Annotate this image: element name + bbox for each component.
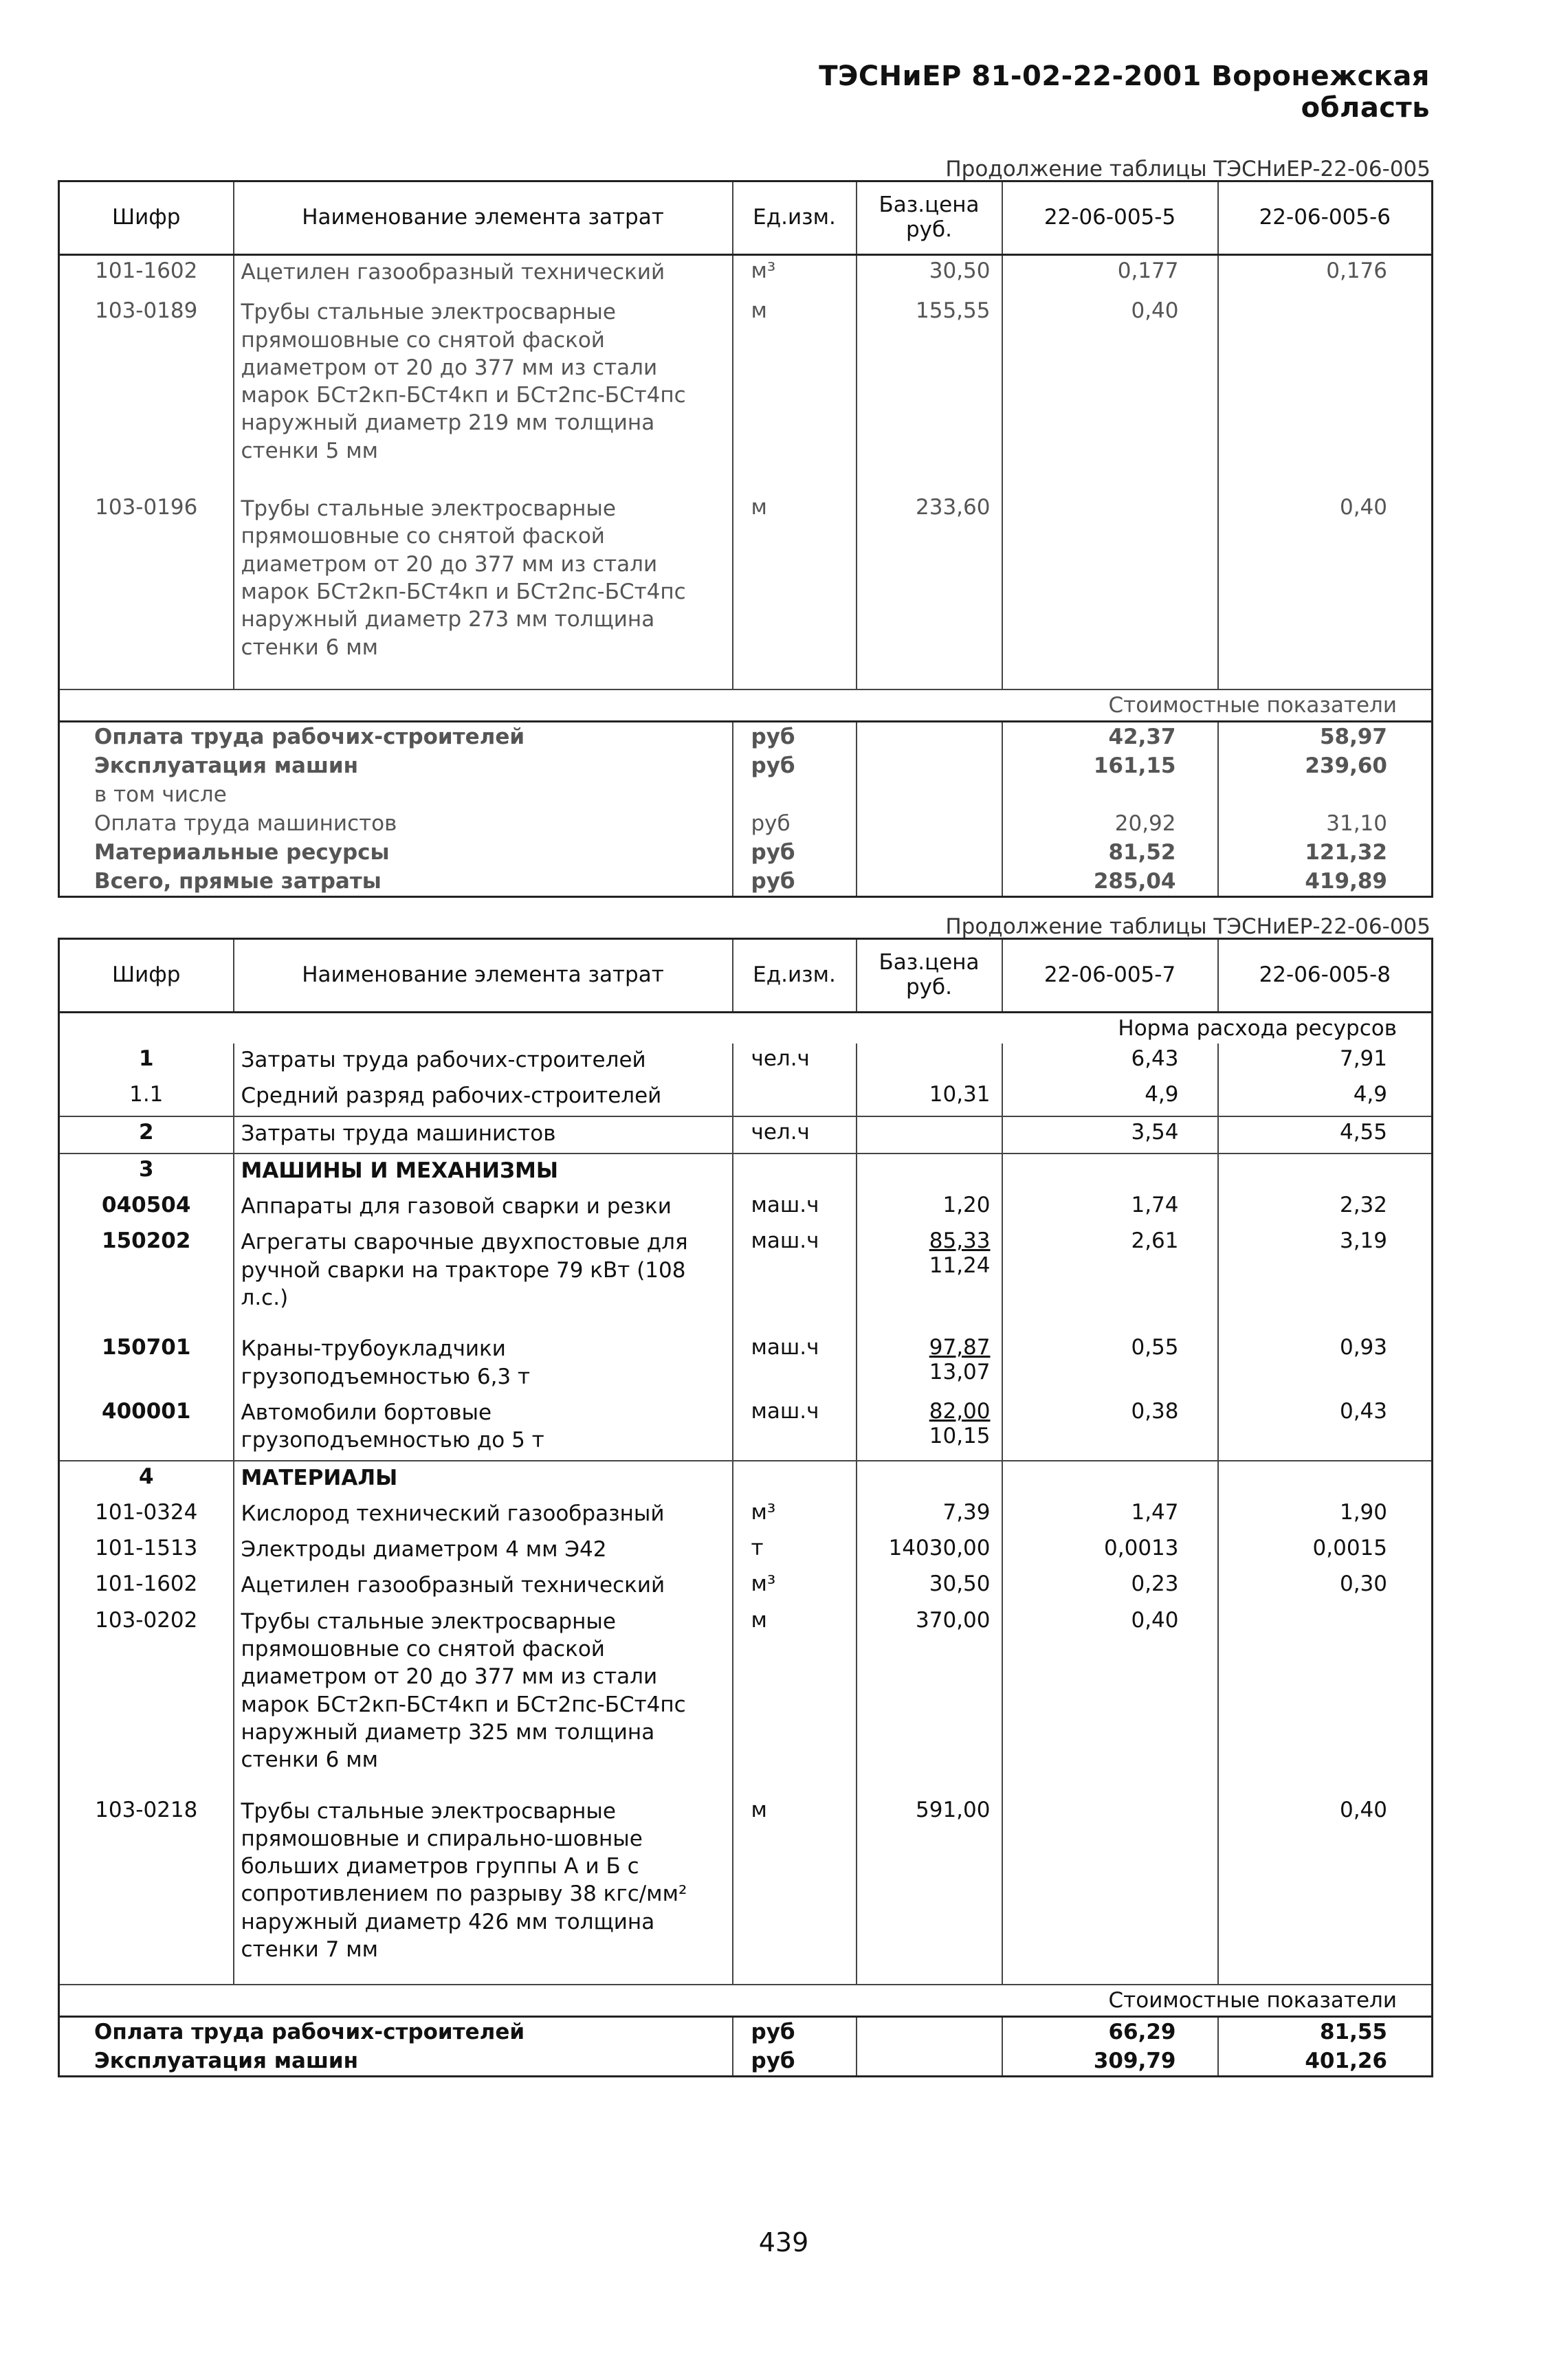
row-name: Затраты труда рабочих-строителей bbox=[234, 1044, 733, 1079]
summary-unit: руб bbox=[733, 867, 857, 897]
document-header: ТЭСНиЕР 81-02-22-2001 Воронежская область bbox=[819, 60, 1430, 124]
summary-unit: руб bbox=[733, 2017, 857, 2047]
summary-value-2: 419,89 bbox=[1218, 867, 1433, 897]
table-row bbox=[59, 296, 1433, 492]
row-price bbox=[857, 1116, 1002, 1154]
summary-value-1 bbox=[1002, 780, 1218, 809]
summary-unit: руб bbox=[733, 721, 857, 751]
row-unit: маш.ч bbox=[733, 1190, 857, 1226]
row-price: 370,00 bbox=[857, 1605, 1002, 1795]
table2 bbox=[58, 938, 1433, 2077]
summary-value-1: 81,52 bbox=[1002, 838, 1218, 867]
table-row bbox=[59, 492, 1433, 689]
row-value-2: 0,30 bbox=[1218, 1569, 1433, 1604]
summary-name: Эксплуатация машин bbox=[94, 753, 359, 778]
row-value-2: 0,43 bbox=[1218, 1396, 1433, 1461]
row-value-1 bbox=[1002, 1795, 1218, 1985]
row-unit: маш.ч bbox=[733, 1226, 857, 1332]
row-value-2 bbox=[1218, 1154, 1433, 1190]
section-label: Стоимостные показатели bbox=[59, 1985, 1433, 2017]
row-unit: м bbox=[733, 296, 857, 492]
table-row bbox=[59, 1533, 1433, 1569]
table2-caption: Продолжение таблицы ТЭСНиЕР-22-06-005 bbox=[945, 914, 1431, 939]
row-name: МАШИНЫ И МЕХАНИЗМЫ bbox=[234, 1154, 733, 1190]
table1-caption: Продолжение таблицы ТЭСНиЕР-22-06-005 bbox=[945, 157, 1431, 181]
summary-blank bbox=[857, 2046, 1002, 2077]
row-name: Трубы стальные электросварные прямошовные со снятой фаской диаметром от 20 до 377 мм из стали марок БСт2кп-БСт4кп и БСт2пс-БСт4пс наружный диаметр 273 мм толщина стенки 6 мм bbox=[234, 492, 733, 689]
row-name: Агрегаты сварочные двухпостовые для ручной сварки на тракторе 79 кВт (108 л.с.) bbox=[234, 1226, 733, 1332]
col-header-v2: 22-06-005-8 bbox=[1218, 939, 1433, 1013]
table-row bbox=[59, 1154, 1433, 1190]
summary-row bbox=[59, 780, 1433, 809]
row-unit: маш.ч bbox=[733, 1396, 857, 1461]
col-header-code: Шифр bbox=[59, 181, 234, 255]
col-header-name: Наименование элемента затрат bbox=[234, 939, 733, 1013]
summary-value-2 bbox=[1218, 780, 1433, 809]
row-value-1 bbox=[1002, 492, 1218, 689]
row-value-1 bbox=[1002, 1461, 1218, 1497]
row-value-1: 0,55 bbox=[1002, 1332, 1218, 1396]
table-row bbox=[59, 1332, 1433, 1396]
row-unit: чел.ч bbox=[733, 1116, 857, 1154]
summary-name: Оплата труда рабочих-строителей bbox=[94, 724, 525, 749]
summary-value-1: 66,29 bbox=[1002, 2017, 1218, 2047]
summary-value-2: 81,55 bbox=[1218, 2017, 1433, 2047]
summary-blank bbox=[857, 780, 1002, 809]
row-value-1: 0,40 bbox=[1002, 1605, 1218, 1795]
summary-blank bbox=[857, 838, 1002, 867]
row-value-2: 0,40 bbox=[1218, 492, 1433, 689]
summary-blank bbox=[857, 2017, 1002, 2047]
row-name: Электроды диаметром 4 мм Э42 bbox=[234, 1533, 733, 1569]
col-header-v1: 22-06-005-5 bbox=[1002, 181, 1218, 255]
summary-blank bbox=[857, 721, 1002, 751]
summary-value-1: 309,79 bbox=[1002, 2046, 1218, 2077]
table1 bbox=[58, 180, 1433, 898]
row-value-2: 1,90 bbox=[1218, 1497, 1433, 1533]
summary-row bbox=[59, 2017, 1433, 2047]
col-header-v2: 22-06-005-6 bbox=[1218, 181, 1433, 255]
row-name: Трубы стальные электросварные прямошовные и спирально-шовные больших диаметров группы А и Б с сопротивлением по разрыву 38 кгс/мм² наружный диаметр 426 мм толщина стенки 7 мм bbox=[234, 1795, 733, 1985]
summary-row bbox=[59, 751, 1433, 780]
summary-name: Оплата труда машинистов bbox=[94, 810, 397, 836]
row-value-1: 0,0013 bbox=[1002, 1533, 1218, 1569]
row-unit bbox=[733, 1154, 857, 1190]
row-name: Автомобили бортовые грузоподъемностью до 5 т bbox=[234, 1396, 733, 1461]
row-value-2: 0,0015 bbox=[1218, 1533, 1433, 1569]
row-price: 14030,00 bbox=[857, 1533, 1002, 1569]
row-unit: м bbox=[733, 492, 857, 689]
table-row bbox=[59, 1795, 1433, 1985]
row-price bbox=[857, 1396, 1002, 1461]
row-value-1: 2,61 bbox=[1002, 1226, 1218, 1332]
row-value-1: 0,23 bbox=[1002, 1569, 1218, 1604]
row-unit: чел.ч bbox=[733, 1044, 857, 1079]
price-machine: 82,00 bbox=[929, 1398, 991, 1424]
row-code: 040504 bbox=[59, 1190, 234, 1226]
col-header-unit: Ед.изм. bbox=[733, 939, 857, 1013]
row-value-2: 0,176 bbox=[1218, 255, 1433, 296]
summary-name: Материальные ресурсы bbox=[94, 839, 390, 865]
row-value-1: 0,38 bbox=[1002, 1396, 1218, 1461]
row-price: 233,60 bbox=[857, 492, 1002, 689]
row-value-1 bbox=[1002, 1154, 1218, 1190]
row-price: 591,00 bbox=[857, 1795, 1002, 1985]
row-code: 400001 bbox=[59, 1396, 234, 1461]
row-name: МАТЕРИАЛЫ bbox=[234, 1461, 733, 1497]
row-price: 30,50 bbox=[857, 1569, 1002, 1604]
row-value-2 bbox=[1218, 1605, 1433, 1795]
summary-row bbox=[59, 838, 1433, 867]
table-row bbox=[59, 1079, 1433, 1116]
row-code: 1.1 bbox=[59, 1079, 234, 1116]
row-price: 10,31 bbox=[857, 1079, 1002, 1116]
row-unit: м³ bbox=[733, 1497, 857, 1533]
table-row bbox=[59, 1569, 1433, 1604]
row-code: 103-0218 bbox=[59, 1795, 234, 1985]
row-value-2: 4,55 bbox=[1218, 1116, 1433, 1154]
summary-unit: руб bbox=[733, 2046, 857, 2077]
row-value-1: 1,74 bbox=[1002, 1190, 1218, 1226]
section-label: Стоимостные показатели bbox=[59, 689, 1433, 722]
summary-value-1: 20,92 bbox=[1002, 809, 1218, 838]
row-code: 103-0189 bbox=[59, 296, 234, 492]
table-row bbox=[59, 1461, 1433, 1497]
row-unit: м bbox=[733, 1605, 857, 1795]
row-code: 103-0202 bbox=[59, 1605, 234, 1795]
row-name: Ацетилен газообразный технический bbox=[234, 255, 733, 296]
row-unit: т bbox=[733, 1533, 857, 1569]
summary-value-1: 285,04 bbox=[1002, 867, 1218, 897]
row-price: 155,55 bbox=[857, 296, 1002, 492]
row-price bbox=[857, 1226, 1002, 1332]
col-header-name: Наименование элемента затрат bbox=[234, 181, 733, 255]
row-name: Ацетилен газообразный технический bbox=[234, 1569, 733, 1604]
page-number: 439 bbox=[758, 2227, 809, 2258]
table1-header-row bbox=[59, 181, 1433, 255]
row-value-2: 2,32 bbox=[1218, 1190, 1433, 1226]
table-row bbox=[59, 1116, 1433, 1154]
summary-row bbox=[59, 2046, 1433, 2077]
summary-unit bbox=[733, 780, 857, 809]
row-name: Кислород технический газообразный bbox=[234, 1497, 733, 1533]
row-price: 1,20 bbox=[857, 1190, 1002, 1226]
summary-name: в том числе bbox=[94, 782, 227, 807]
summary-value-2: 401,26 bbox=[1218, 2046, 1433, 2077]
summary-unit: руб bbox=[733, 838, 857, 867]
price-operator-labor: 11,24 bbox=[929, 1253, 991, 1279]
summary-name: Всего, прямые затраты bbox=[94, 868, 382, 894]
row-value-2: 4,9 bbox=[1218, 1079, 1433, 1116]
table-row bbox=[59, 1396, 1433, 1461]
summary-row bbox=[59, 721, 1433, 751]
row-price bbox=[857, 1154, 1002, 1190]
row-price: 30,50 bbox=[857, 255, 1002, 296]
row-code: 101-1602 bbox=[59, 1569, 234, 1604]
row-unit: м³ bbox=[733, 1569, 857, 1604]
row-value-2: 0,93 bbox=[1218, 1332, 1433, 1396]
price-machine: 85,33 bbox=[929, 1228, 991, 1254]
row-code: 3 bbox=[59, 1154, 234, 1190]
section-label-row bbox=[59, 689, 1433, 722]
col-header-code: Шифр bbox=[59, 939, 234, 1013]
row-code: 103-0196 bbox=[59, 492, 234, 689]
summary-value-2: 31,10 bbox=[1218, 809, 1433, 838]
row-value-2: 0,40 bbox=[1218, 1795, 1433, 1985]
row-name: Затраты труда машинистов bbox=[234, 1116, 733, 1154]
col-header-price: Баз.цена руб. bbox=[857, 939, 1002, 1013]
row-unit bbox=[733, 1461, 857, 1497]
row-code: 1 bbox=[59, 1044, 234, 1079]
price-operator-labor: 10,15 bbox=[929, 1423, 991, 1448]
row-name: Аппараты для газовой сварки и резки bbox=[234, 1190, 733, 1226]
table-row bbox=[59, 1226, 1433, 1332]
row-code: 2 bbox=[59, 1116, 234, 1154]
row-name: Трубы стальные электросварные прямошовные со снятой фаской диаметром от 20 до 377 мм из стали марок БСт2кп-БСт4кп и БСт2пс-БСт4пс наружный диаметр 325 мм толщина стенки 6 мм bbox=[234, 1605, 733, 1795]
summary-name: Оплата труда рабочих-строителей bbox=[94, 2020, 525, 2045]
row-code: 150202 bbox=[59, 1226, 234, 1332]
section-label-row bbox=[59, 1013, 1433, 1044]
section-label: Норма расхода ресурсов bbox=[59, 1013, 1433, 1044]
summary-blank bbox=[857, 751, 1002, 780]
row-price bbox=[857, 1461, 1002, 1497]
row-value-2: 7,91 bbox=[1218, 1044, 1433, 1079]
row-unit: м bbox=[733, 1795, 857, 1985]
section-label-row bbox=[59, 1985, 1433, 2017]
table-row bbox=[59, 255, 1433, 296]
price-operator-labor: 13,07 bbox=[929, 1360, 991, 1385]
row-name: Трубы стальные электросварные прямошовные со снятой фаской диаметром от 20 до 377 мм из стали марок БСт2кп-БСт4кп и БСт2пс-БСт4пс наружный диаметр 219 мм толщина стенки 5 мм bbox=[234, 296, 733, 492]
table2-header-row bbox=[59, 939, 1433, 1013]
summary-value-2: 121,32 bbox=[1218, 838, 1433, 867]
row-value-1: 6,43 bbox=[1002, 1044, 1218, 1079]
row-price bbox=[857, 1332, 1002, 1396]
row-value-2: 3,19 bbox=[1218, 1226, 1433, 1332]
row-code: 150701 bbox=[59, 1332, 234, 1396]
row-price bbox=[857, 1044, 1002, 1079]
row-unit bbox=[733, 1079, 857, 1116]
row-unit: м³ bbox=[733, 255, 857, 296]
summary-row bbox=[59, 809, 1433, 838]
row-unit: маш.ч bbox=[733, 1332, 857, 1396]
col-header-unit: Ед.изм. bbox=[733, 181, 857, 255]
row-code: 101-1513 bbox=[59, 1533, 234, 1569]
col-header-v1: 22-06-005-7 bbox=[1002, 939, 1218, 1013]
row-code: 4 bbox=[59, 1461, 234, 1497]
summary-value-1: 161,15 bbox=[1002, 751, 1218, 780]
col-header-price: Баз.цена руб. bbox=[857, 181, 1002, 255]
row-value-2 bbox=[1218, 296, 1433, 492]
summary-value-2: 58,97 bbox=[1218, 721, 1433, 751]
summary-name: Эксплуатация машин bbox=[94, 2049, 359, 2074]
row-value-1: 0,177 bbox=[1002, 255, 1218, 296]
row-value-1: 1,47 bbox=[1002, 1497, 1218, 1533]
price-machine: 97,87 bbox=[929, 1335, 991, 1360]
row-name: Средний разряд рабочих-строителей bbox=[234, 1079, 733, 1116]
summary-unit: руб bbox=[733, 809, 857, 838]
summary-blank bbox=[857, 867, 1002, 897]
table-row bbox=[59, 1044, 1433, 1079]
row-value-2 bbox=[1218, 1461, 1433, 1497]
row-name: Краны-трубоукладчики грузоподъемностью 6,3 т bbox=[234, 1332, 733, 1396]
row-value-1: 0,40 bbox=[1002, 296, 1218, 492]
table-row bbox=[59, 1497, 1433, 1533]
table-row bbox=[59, 1605, 1433, 1795]
row-value-1: 4,9 bbox=[1002, 1079, 1218, 1116]
row-price: 7,39 bbox=[857, 1497, 1002, 1533]
summary-value-2: 239,60 bbox=[1218, 751, 1433, 780]
table-row bbox=[59, 1190, 1433, 1226]
summary-value-1: 42,37 bbox=[1002, 721, 1218, 751]
row-code: 101-0324 bbox=[59, 1497, 234, 1533]
summary-blank bbox=[857, 809, 1002, 838]
summary-row bbox=[59, 867, 1433, 897]
summary-unit: руб bbox=[733, 751, 857, 780]
row-value-1: 3,54 bbox=[1002, 1116, 1218, 1154]
row-code: 101-1602 bbox=[59, 255, 234, 296]
